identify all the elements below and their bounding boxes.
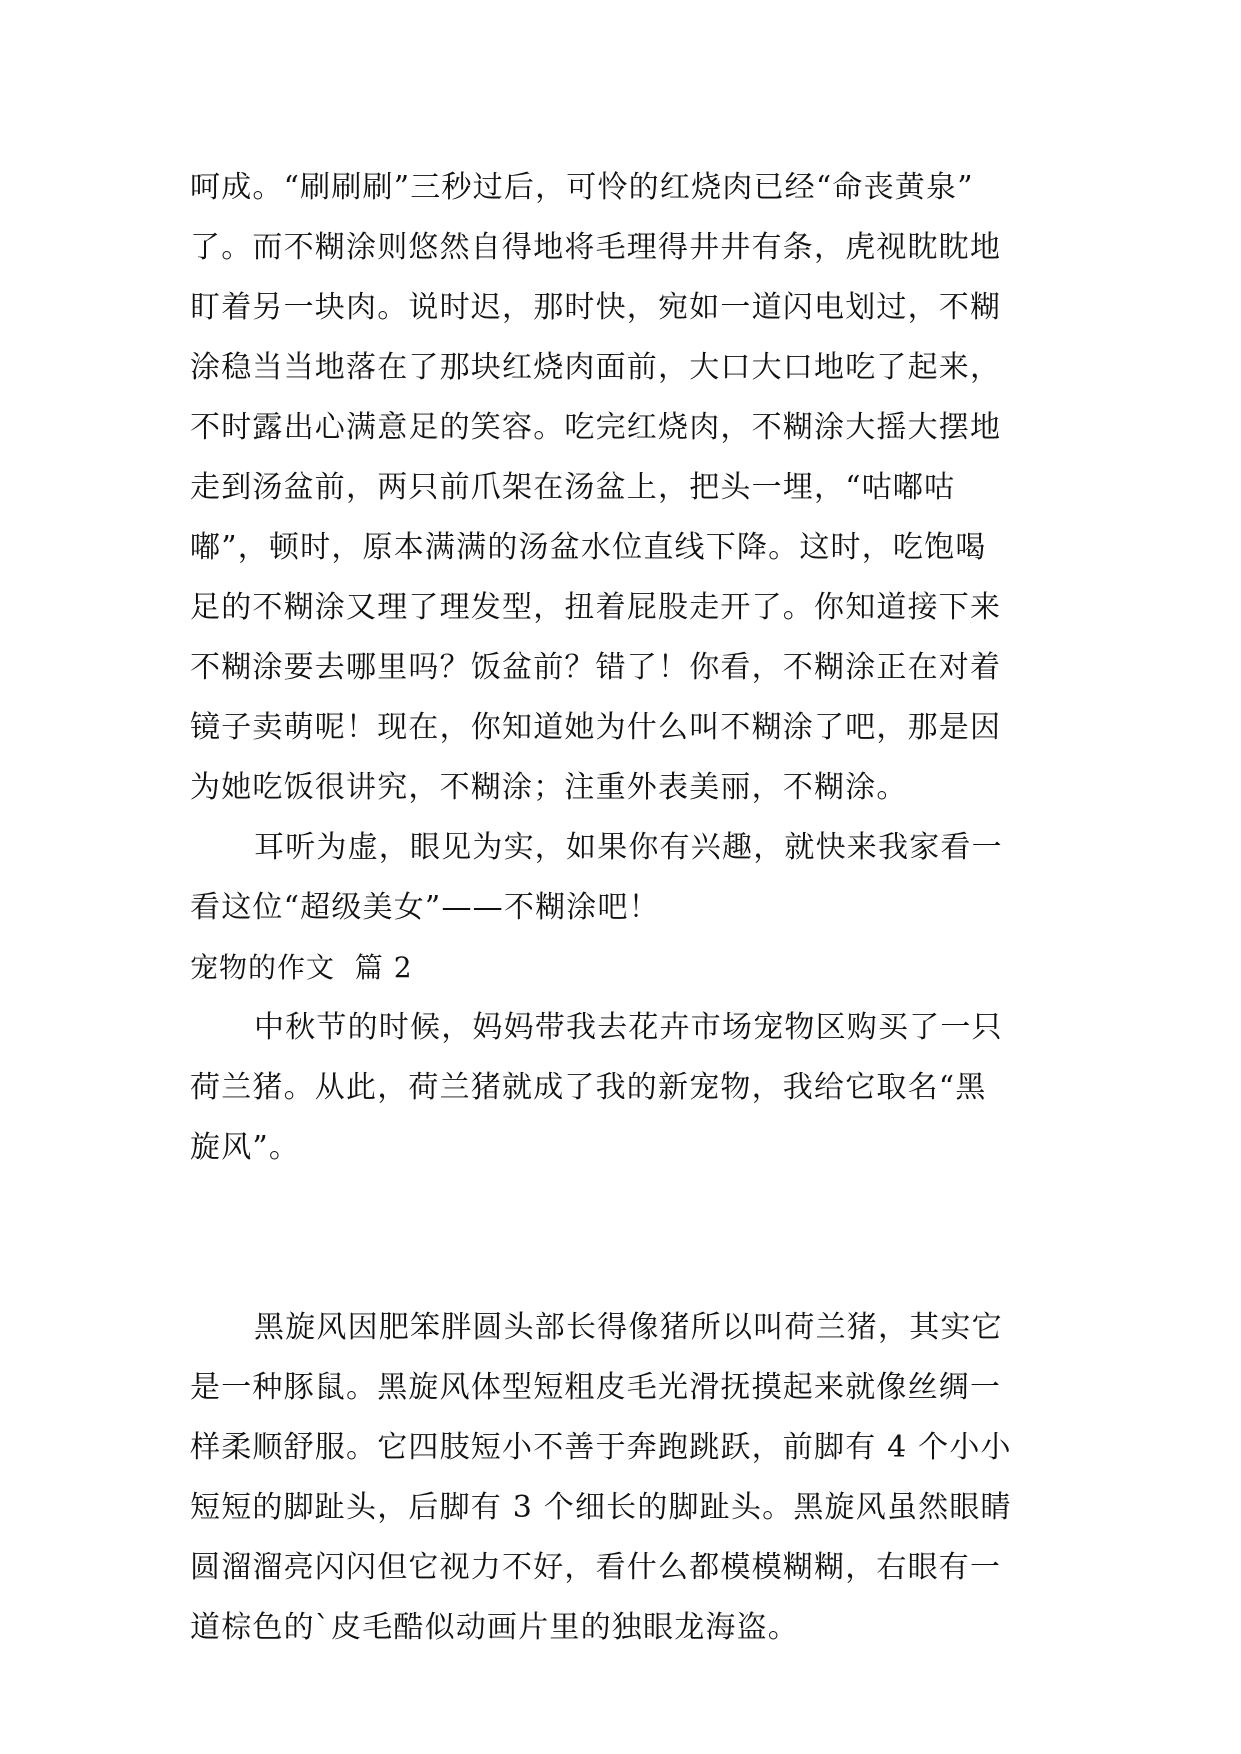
text-line: 耳听为虚，眼见为实，如果你有兴趣，就快来我家看一 [254, 830, 1003, 865]
paragraph [190, 818, 1050, 938]
section-heading: 宠物的作文 篇 2 [190, 951, 413, 984]
text-line: 道棕色的`皮毛酷似动画片里的独眼龙海盗。 [190, 1610, 799, 1645]
text-line: 样柔顺舒服。它四肢短小不善于奔跑跳跃，前脚有 4 个小小 [190, 1430, 1012, 1465]
text-line: 盯着另一块肉。说时迟，那时快，宛如一道闪电划过，不糊 [190, 290, 1002, 325]
text-line: 中秋节的时候，妈妈带我去花卉市场宠物区购买了一只 [254, 1010, 1003, 1045]
text-line: 嘟”，顿时，原本满满的汤盆水位直线下降。这时，吃饱喝 [190, 530, 987, 565]
blank-line [190, 1238, 1050, 1298]
text-line: 足的不糊涂又理了理发型，扭着屁股走开了。你知道接下来 [190, 590, 1002, 625]
text-line: 涂稳当当地落在了那块红烧肉面前，大口大口地吃了起来， [190, 350, 1002, 385]
text-line: 走到汤盆前，两只前爪架在汤盆上，把头一埋，“咕嘟咕 [190, 470, 956, 505]
text-line: 不时露出心满意足的笑容。吃完红烧肉，不糊涂大摇大摆地 [190, 410, 1002, 445]
text-line: 圆溜溜亮闪闪但它视力不好，看什么都模模糊糊，右眼有一 [190, 1550, 1002, 1585]
paragraph [190, 998, 1050, 1178]
blank-line [190, 1178, 1050, 1238]
document-page [190, 158, 1050, 1658]
text-line: 了。而不糊涂则悠然自得地将毛理得井井有条，虎视眈眈地 [190, 230, 1002, 265]
text-line: 短短的脚趾头，后脚有 3 个细长的脚趾头。黑旋风虽然眼睛 [190, 1490, 1012, 1525]
text-line: 不糊涂要去哪里吗？饭盆前？错了！你看，不糊涂正在对着 [190, 650, 1002, 685]
text-line: 是一种豚鼠。黑旋风体型短粗皮毛光滑抚摸起来就像丝绸一 [190, 1370, 1002, 1405]
text-line: 旋风”。 [190, 1130, 301, 1165]
text-line: 为她吃饭很讲究，不糊涂；注重外表美丽，不糊涂。 [190, 770, 908, 805]
text-line: 镜子卖萌呢！现在，你知道她为什么叫不糊涂了吧，那是因 [190, 710, 1002, 745]
text-line: 黑旋风因肥笨胖圆头部长得像猪所以叫荷兰猪，其实它 [254, 1310, 1003, 1345]
text-line: 荷兰猪。从此，荷兰猪就成了我的新宠物，我给它取名“黑 [190, 1070, 987, 1105]
text-line: 看这位“超级美女”——不糊涂吧！ [190, 890, 660, 925]
text-line: 呵成。“刷刷刷”三秒过后，可怜的红烧肉已经“命丧黄泉” [190, 170, 974, 205]
paragraph [190, 158, 1050, 818]
paragraph [190, 1298, 1050, 1658]
